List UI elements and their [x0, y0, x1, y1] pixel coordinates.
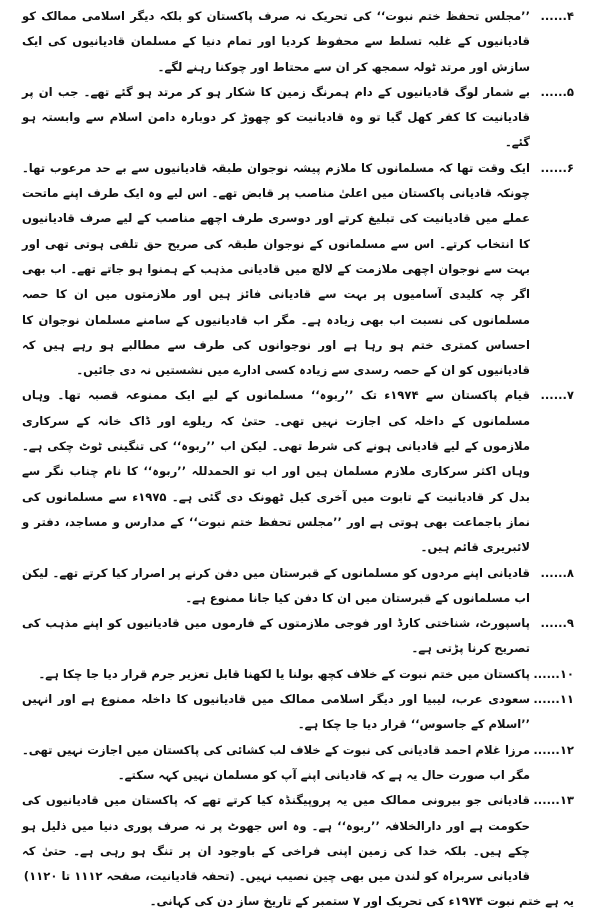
item-number: ۷......: [540, 388, 574, 403]
list-item: [22, 561, 574, 612]
item-number: ۱۳......: [533, 793, 574, 808]
item-number: ۴......: [540, 9, 574, 23]
source-reference: (تحفہ قادیانیت، صفحہ ۱۱۱۲ تا ۱۱۲۰): [23, 869, 235, 884]
item-text: قادیانی اپنے مردوں کو مسلمانوں کے قبرستان میں دفن کرنے پر اصرار کیا کرتے تھے۔ لیکن اب مسلمانوں کے قبرستان میں ان کا دفن کیا جانا ممنوع ہے۔: [22, 565, 530, 605]
item-number: ۵......: [540, 84, 574, 99]
list-item: [22, 80, 574, 156]
item-number: ۱۲......: [533, 742, 574, 757]
item-number: ۱۰......: [533, 666, 574, 681]
list-item: [22, 687, 574, 738]
item-text: قیام پاکستان سے ۱۹۷۴ء تک ’’ربوہ‘‘ مسلمانوں کے لیے ایک ممنوعہ قصبہ تھا۔ وہاں مسلمانوں کے داخلہ کی اجازت نہیں تھی۔ حتیٰ کہ ریلوے اور ڈاک خانہ کے سرکاری ملازموں کے لیے قادیانی ہونے کی شرط تھی۔ لیکن اب ’’ربوہ‘‘ کی تنگینی ٹوٹ چکی ہے۔ وہاں اکثر سرکاری ملازم مسلمان ہیں اور اب تو الحمدللہ ’’ربوہ‘‘ کا نام چناب نگر سے بدل کر قادیانیت کے تابوت میں آخری کیل ٹھونک دی گئی ہے۔ ۱۹۷۵ء سے مسلمانوں کی نماز باجماعت بھی ہوتی ہے اور ’’مجلس تحفظ ختم نبوت‘‘ کے مدارس و مساجد، دفتر و لائبریری قائم ہیں۔: [22, 388, 530, 555]
list-item: [22, 156, 574, 384]
item-text: ایک وقت تھا کہ مسلمانوں کا ملازم پیشہ نوجوان طبقہ قادیانیوں سے بے حد مرعوب تھا۔ چونکہ قادیانی پاکستان میں اعلیٰ مناصب پر قابض تھے۔ اس لیے وہ ایک طرف اپنے ماتحت عملے میں قادیانیت کی تبلیغ کرتے اور دوسری طرف اچھے مناصب کے لیے صرف قادیانیوں کا انتخاب کرتے۔ اس سے مسلمانوں کے نوجوان طبقہ کی صریح حق تلفی ہوتی تھی اور بہت سے نوجوان اچھی ملازمت کے لالچ میں قادیانی مذہب کے ہمنوا ہو جاتے تھے۔ اب بھی اگر چہ کلیدی آسامیوں پر بہت سے قادیانی فائز ہیں اور ملازمتوں میں ان کا حصہ مسلمانوں کی نسبت اب بھی زیادہ ہے۔ مگر اب قادیانیوں کے سامنے مسلمان نوجوان کا احساس کمتری ختم ہو رہا ہے اور نوجوانوں کی طرف سے مطالبے ہو رہے ہیں کہ قادیانیوں کو ان کے حصہ رسدی سے زیادہ کسی ادارے میں نشستیں نہ دی جائیں۔: [22, 160, 530, 378]
list-item: [22, 662, 574, 687]
item-text: ’’مجلس تحفظ ختم نبوت‘‘ کی تحریک نہ صرف پاکستان کو بلکہ دیگر اسلامی ممالک کو قادیانیوں کے غلبہ تسلط سے محفوظ کردیا اور تمام دنیا کے مسلمان قادیانیوں کی ایک سازش اور مرتد ٹولہ سمجھ کر ان سے محتاط اور چوکنا رہنے لگے۔: [22, 9, 530, 74]
item-text: قادیانی جو بیرونی ممالک میں یہ پروپیگنڈہ کیا کرتے تھے کہ پاکستان میں قادیانیوں کی حکومت ہے اور دارالخلافہ ’’ربوہ‘‘ ہے۔ وہ اس جھوٹ پر نہ صرف پوری دنیا میں ذلیل ہو چکے ہیں۔ بلکہ خدا کی زمین اپنی فراخی کے باوجود ان پر تنگ ہو رہی ہے۔ حتیٰ کہ قادیانی سربراہ کو لندن میں بھی چین نصیب نہیں۔: [22, 793, 530, 884]
list-item: [22, 4, 574, 80]
item-text: پاکستان میں ختم نبوت کے خلاف کچھ بولنا یا لکھنا قابل تعزیر جرم قرار دیا جا چکا ہے۔: [38, 666, 530, 681]
item-text: پاسپورٹ، شناختی کارڈ اور فوجی ملازمتوں کے فارموں میں قادیانیوں کو اپنے مذہب کی تصریح کرنا پڑتی ہے۔: [22, 616, 530, 656]
list-item: [22, 383, 574, 560]
item-number: ۶......: [540, 160, 574, 175]
document-page: [22, 4, 574, 909]
item-text: سعودی عرب، لیبیا اور دیگر اسلامی ممالک میں قادیانیوں کا داخلہ ممنوع ہے اور انہیں ’’اسلام کے جاسوس‘‘ قرار دیا جا چکا ہے۔: [22, 692, 530, 732]
list-item: [22, 738, 574, 789]
list-item: [22, 788, 574, 889]
item-text: مرزا غلام احمد قادیانی کی نبوت کے خلاف لب کشائی کی پاکستان میں اجازت نہیں تھی۔ مگر اب صورت حال یہ ہے کہ قادیانی اپنے آپ کو مسلمان نہیں کہہ سکتے۔: [22, 742, 530, 782]
item-text: بے شمار لوگ قادیانیوں کے دام ہمرنگ زمین کا شکار ہو کر مرتد ہو گئے تھے۔ جب ان پر قادیانیت کا کفر کھل گیا تو وہ قادیانیت کو چھوڑ کر دوبارہ دامن اسلام سے وابستہ ہو گئے۔: [22, 84, 530, 150]
item-number: ۸......: [540, 565, 574, 580]
list-item: [22, 611, 574, 662]
item-number: ۹......: [540, 616, 574, 631]
item-number: ۱۱......: [533, 692, 574, 707]
closing-paragraph: یہ ہے ختم نبوت ۱۹۷۴ء کی تحریک اور ۷ ستمبر کے تاریخ ساز دن کی کہانی۔: [149, 894, 574, 909]
